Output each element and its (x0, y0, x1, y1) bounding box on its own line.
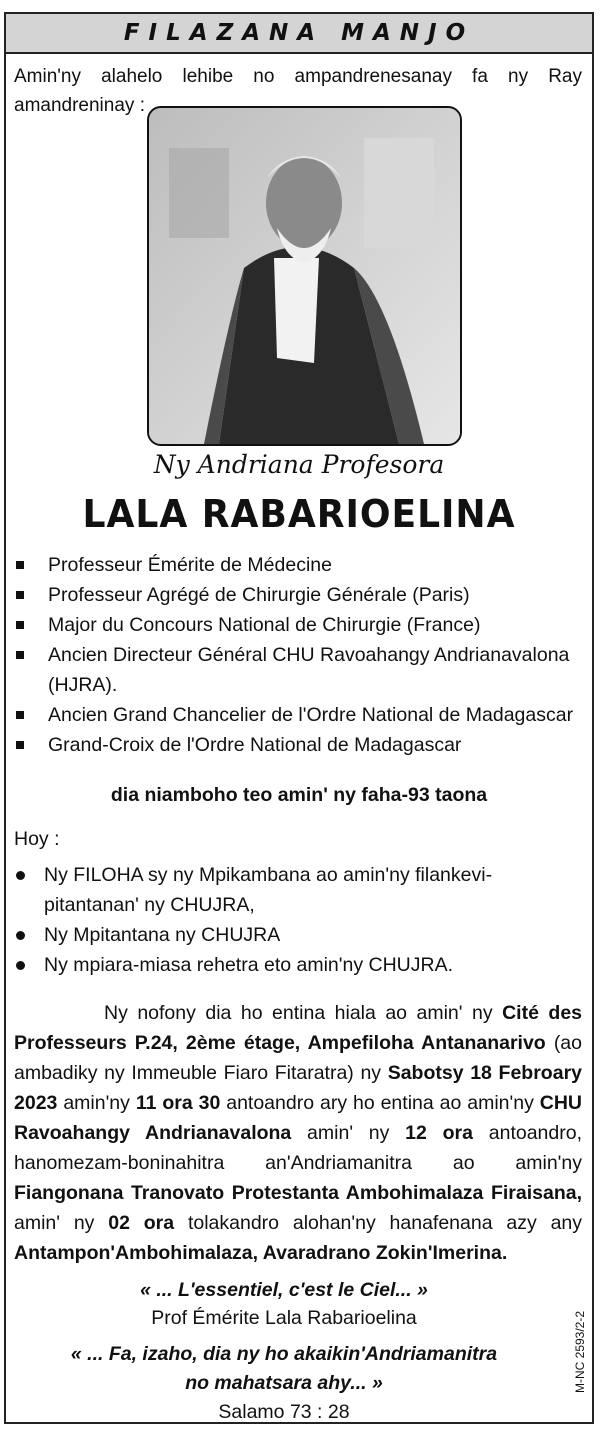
list-item: Professeur Émérite de Médecine (16, 550, 584, 580)
bullet-dot-icon (16, 931, 25, 940)
psalm-quote-line2: no mahatsara ahy... » (185, 1372, 383, 1394)
notice-header (6, 14, 592, 54)
list-item: Professeur Agrégé de Chirurgie Générale (Paris) (16, 580, 584, 610)
portrait-photo (147, 106, 462, 446)
death-statement: dia niamboho teo amin' ny faha-93 taona (110, 784, 488, 806)
psalm-quote-line1: « ... Fa, izaho, dia ny ho akaikin'Andriamanitra (70, 1343, 498, 1365)
bullet-square-icon (16, 741, 24, 749)
list-item: Major du Concours National de Chirurgie (France) (16, 610, 584, 640)
bullet-dot-icon (16, 871, 25, 880)
deceased-name: LALA RABARIOELINA (82, 492, 516, 536)
bullet-square-icon (16, 711, 24, 719)
list-item: Ny mpiara-miasa rehetra eto amin'ny CHUJRA. (14, 950, 582, 980)
bullet-square-icon (16, 591, 24, 599)
bullet-square-icon (16, 651, 24, 659)
honorific-subtitle: Ny Andriana Profesora (153, 450, 445, 479)
bullet-dot-icon (16, 961, 25, 970)
funeral-details: Ny nofony dia ho entina hiala ao amin' ny Cité des Professeurs P.24, 2ème étage, Ampefiloha Antananarivo (ao ambadiky ny Immeuble Fiaro Fitaratra) ny Sabotsy 18 Febroary 2023 amin'ny 11 ora 30 antoandro ary ho entina ao amin'ny CHU Ravoahangy Andrianavalona amin' ny 12 ora antoandro, hanomezam-boninahitra an'Andriamanitra ao amin'ny Fiangonana Tranovato Protestanta Ambohimalaza Firaisana, amin' ny 02 ora tolakandro alohan'ny hanafenana azy any Antampon'Ambohimalaza, Avaradrano Zokin'Imerina. (14, 1002, 583, 1264)
list-item: Ny FILOHA sy ny Mpikambana ao amin'ny filankevi-pitantanan' ny CHUJRA, (14, 860, 582, 920)
quote-heaven: « ... L'essentiel, c'est le Ciel... » (140, 1279, 428, 1301)
hoy-label: Hoy : (14, 828, 60, 850)
bullet-square-icon (16, 561, 24, 569)
portrait-illustration (149, 108, 460, 444)
titles-list (16, 550, 584, 760)
list-item: Ancien Directeur Général CHU Ravoahangy Andrianavalona (HJRA). (16, 640, 584, 700)
intro-text: Amin'ny alahelo lehibe no ampandrenesanay fa ny Ray amandreninay : (14, 66, 582, 116)
quote-author: Prof Émérite Lala Rabarioelina (151, 1307, 417, 1329)
list-item: Ny Mpitantana ny CHUJRA (14, 920, 582, 950)
list-item: Grand-Croix de l'Ordre National de Madagascar (16, 730, 584, 760)
reference-code: M-NC 2593/2-2 (573, 1310, 587, 1394)
obituary-notice (4, 12, 594, 1424)
psalm-reference: Salamo 73 : 28 (218, 1401, 350, 1423)
notice-title: FILAZANA MANJO (123, 20, 475, 46)
bullet-square-icon (16, 621, 24, 629)
organizations-list (14, 860, 582, 980)
list-item: Ancien Grand Chancelier de l'Ordre National de Madagascar (16, 700, 584, 730)
